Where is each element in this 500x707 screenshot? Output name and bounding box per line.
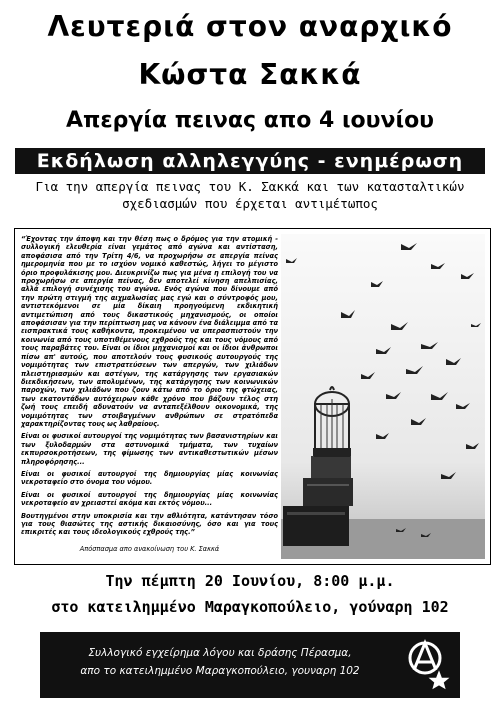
footer-box <box>40 632 460 698</box>
footer-text <box>50 644 390 680</box>
headline-name: Κώστα Σακκά <box>138 58 362 91</box>
birdcage-with-birds-photo <box>281 234 485 559</box>
quote-paragraph: Είναι οι φυσικοί αυτουργοί της νομιμότητας των βασανιστηρίων και των ξυλοδαρμών στα αστυνομικά τμήματα, των τυχαίων εκπυρσοκροτήσεων, της φίμωσης των αντικαθεστωτικών μέσων πληροφόρησης... <box>21 432 278 466</box>
event-subtitle: Για την απεργία πεινας του Κ. Σακκά και των κατασταλτικών σχεδιασμών που έρχεται αντιμέτωπος <box>35 179 465 211</box>
quote-paragraph: Είναι οι φυσικοί αυτουργοί της δημιουργίας μίας κοινωνίας νεκροταφείο αν χρειαστεί ακόμα και εκτός νόμου... <box>21 490 278 508</box>
quote-paragraph: Είναι οι φυσικοί αυτουργοί της δημιουργίας μίας κοινωνίας νεκροταφείο στο όνομα του νόμου. <box>21 469 278 487</box>
statement-quote <box>21 235 278 557</box>
footer-line-1: Συλλογικό εγχείρημα λόγου και δράσης Πέρασμα, <box>88 647 352 659</box>
headline-freedom: Λευτεριά στον αναρχικό <box>47 10 453 43</box>
quote-paragraph: Βουτηγμένοι στην υποκρισία και την αθλιότητα, κατάντησαν τόσο για τους θιασώτες της αστικής δικαιοσύνης, όσο και για τους επικριτές και τους ιδεολογικούς εχθρούς της.” <box>21 511 278 537</box>
birdcage-illustration <box>281 234 485 559</box>
event-datetime: Την πέμπτη 20 Ιουνίου, 8:00 μ.μ. <box>105 572 395 590</box>
quote-paragraph: “Έχοντας την άποψη και την θέση πως ο δρόμος για την ατομική - συλλογική ελευθερία είναι γεμάτος από αγώνα και αντίσταση, αποφάσισα από την Τρίτη 4/6, να προχωρήσω σε απεργία πείνας ημερομηνία που με το ισχύον νομικό καθεστώς, λήγει το μέγιστο όριο προφυλάκισης μου. Διευκρινίζω πως για μένα η επιλογή του να προχωρήσω σε απεργία πείνας, δεν αποτελεί κίνηση απελπισίας, αλλά επιλογή συνέχισης του αγώνα. Ενός αγώνα που δίνουμε από την πρώτη στιγμή της αιχμαλωσίας μας εγώ και ο σύντροφός μου, αντιστεκόμενοι σε μία δίκαιη προηγούμενη εκδικητική αντιμετώπιση από τους δικαστικούς μηχανισμούς, οι οποίοι αποφάσισαν για την περίπτωση μας να κάνουν ένα διάλειμμα από τα εισπρακτικά τους καθήκοντα, προκειμένου να υπερασπιστούν την κοινωνία από τους υποτιθέμενους εχθρούς της και τους νόμους από τους παραβάτες του. Είναι οι ίδιοι μηχανισμοί και οι ίδιοι άνθρωποι πίσω απ' αυτούς, που αποτελούν τους φυσικούς αυτουργούς της νομιμότητας των επιστρατεύσεων των απεργών, των χιλιάδων πλειστηριασμών και αστέγων, της κατάργησης των εργασιακών διεκδικήσεων, των απολυμένων, της κατάργησης των κοινωνικών παροχών, των χιλιάδων που ζουν κάτω από το όριο της φτώχειας, των εκατοντάδων αυτόχειρων κάθε χρόνο που βάζουν τέλος στη ζωή τους επειδή αδυνατούν να ανταπεξέλθουν οικονομικά, της νομιμότητας των στοιβαγμένων ανθρώπων σε στρατόπεδα χαρακτηρίζοντας τους ως λαθραίους. <box>21 235 278 428</box>
headline-hunger-strike: Απεργία πεινας απο 4 ιουνίου <box>65 108 435 133</box>
event-banner: Εκδήλωση αλληλεγγύης - ενημέρωση <box>15 148 485 174</box>
content-panel <box>14 228 491 565</box>
footer-line-2: απο το κατειλημμένο Μαραγκοπούλειο, γουναρη 102 <box>80 665 360 677</box>
quote-source: Απόσπασμα απο ανακοίνωση του Κ. Σακκά <box>79 544 220 553</box>
event-location: στο κατειλημμένο Μαραγκοπούλειο, γούναρη 102 <box>51 598 449 616</box>
anarchy-star-icon <box>405 638 455 694</box>
